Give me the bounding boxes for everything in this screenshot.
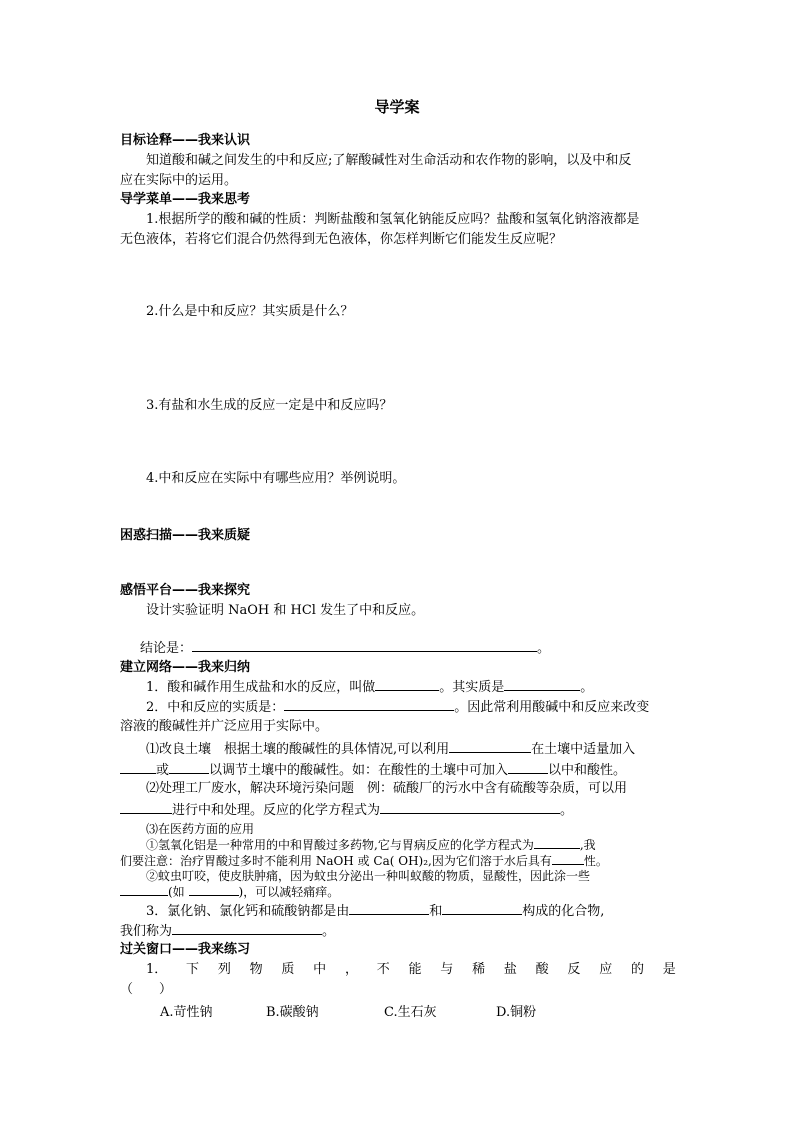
- app-soil-text: ⑴改良土壤 根据土壤的酸碱性的具体情况,可以利用: [146, 742, 450, 757]
- summary-item-2-text: 2．中和反应的实质是：: [146, 700, 285, 715]
- summary-item-3-and: 和: [429, 904, 443, 919]
- practice-question-1: [146, 962, 676, 978]
- summary-item-3-end: 。: [322, 924, 336, 939]
- q1-char: 的: [630, 962, 644, 977]
- blank-waste-agent[interactable]: [120, 802, 172, 814]
- practice-answer-parens[interactable]: （ ）: [120, 982, 173, 997]
- medicine-item-1-line-1: [146, 837, 596, 853]
- conclusion-period: 。: [537, 641, 551, 656]
- blank-waste-equation[interactable]: [380, 802, 560, 814]
- summary-item-1-text: 1．酸和碱作用生成盐和水的反应，叫做: [146, 680, 376, 695]
- medicine-item-1-text: ①氢氧化铝是一种常用的中和胃酸过多药物,它与胃病反应的化学方程式为: [146, 838, 534, 852]
- app-soil-or: 或: [156, 763, 170, 778]
- q1-char: 与: [440, 962, 454, 977]
- question-4: 4.中和反应在实际中有哪些应用？举例说明。: [146, 471, 406, 486]
- q1-char: 是: [662, 962, 676, 977]
- app-soil-text-b: 在土壤中适量加入: [531, 742, 636, 757]
- section-heading-practice: 过关窗口——我来练习: [120, 942, 251, 957]
- summary-item-1: [146, 679, 593, 696]
- summary-item-1-text-b: 。其实质是: [439, 680, 505, 695]
- medicine-item-2-line-1: ②蚊虫叮咬，使皮肤肿痛，因为蚊虫分泌出一种叫蚁酸的物质，显酸性，因此涂一些: [146, 869, 591, 883]
- blank-reaction-essence[interactable]: [284, 699, 454, 711]
- explore-task: 设计实验证明 NaOH 和 HCl 发生了中和反应。: [146, 603, 425, 618]
- medicine-item-2-line-2: [120, 884, 339, 900]
- medicine-item-1-text-b: ,我: [579, 838, 596, 852]
- blank-medicine-example[interactable]: [189, 884, 239, 896]
- q1-char: 稀: [472, 962, 486, 977]
- section-heading-doubts: 困惑扫描——我来质疑: [120, 528, 251, 543]
- section-heading-explore: 感悟平台——我来探究: [120, 583, 251, 598]
- app-waste-text: 进行中和处理。反应的化学方程式为: [172, 803, 381, 818]
- medicine-item-2-end: )，可以减轻痛痒。: [238, 885, 340, 899]
- section-heading-think: 导学菜单——我来思考: [120, 192, 251, 207]
- q1-char: 反: [567, 962, 581, 977]
- app-waste-line-1: ⑵处理工厂废水，解决环境污染问题 例：硫酸厂的污水中含有硫酸等杂质，可以用: [146, 781, 628, 796]
- q1-char: 盐: [503, 962, 517, 977]
- medicine-item-2-text: (如: [168, 885, 185, 899]
- blank-soil-agent[interactable]: [449, 741, 531, 753]
- conclusion-blank[interactable]: [192, 640, 537, 652]
- q1-char: 不: [376, 962, 390, 977]
- q1-char: 物: [249, 962, 263, 977]
- option-d[interactable]: D.铜粉: [496, 1005, 537, 1020]
- summary-item-1-end: 。: [580, 680, 594, 695]
- goals-text-line-1: 知道酸和碱之间发生的中和反应;了解酸碱性对生命活动和农作物的影响，以及中和反: [146, 153, 632, 168]
- blank-neutralization-name[interactable]: [375, 679, 439, 691]
- option-a[interactable]: A.苛性钠: [160, 1005, 213, 1020]
- q1-char: 酸: [535, 962, 549, 977]
- blank-compound-name[interactable]: [172, 923, 322, 935]
- app-waste-line-2: [120, 802, 573, 819]
- page-title: 导学案: [374, 98, 420, 116]
- summary-item-2-text-b: 。因此常利用酸碱中和反应来改变: [454, 700, 650, 715]
- q1-char: 下: [186, 962, 200, 977]
- section-heading-summary: 建立网络——我来归纳: [120, 660, 251, 675]
- app-waste-end: 。: [560, 803, 574, 818]
- app-soil-line-1: [146, 741, 635, 758]
- q1-char: 1．: [146, 962, 168, 977]
- blank-ion-1[interactable]: [349, 903, 429, 915]
- medicine-item-1-end: 性。: [583, 854, 608, 868]
- summary-item-2: [146, 699, 649, 716]
- q1-char: 能: [408, 962, 422, 977]
- summary-item-3-text-b: 构成的化合物,: [522, 904, 605, 919]
- medicine-item-1-line-2: [120, 853, 608, 869]
- goals-text-line-2: 应在实际中的运用。: [120, 173, 238, 188]
- blank-soil-3[interactable]: [508, 762, 548, 774]
- q1-char: 质: [281, 962, 295, 977]
- blank-medicine-remedy[interactable]: [120, 884, 168, 896]
- blank-medicine-property[interactable]: [552, 853, 584, 865]
- medicine-item-1-text-c: 们要注意：治疗胃酸过多时不能利用 NaOH 或 Ca( OH)₂,因为它们溶于水后具有: [120, 854, 552, 868]
- question-1-line-1: 1.根据所学的酸和碱的性质：判断盐酸和氢氧化钠能反应吗？盐酸和氢氧化钠溶液都是: [146, 212, 640, 227]
- q1-char: 应: [599, 962, 613, 977]
- summary-item-3-line-2: [120, 923, 335, 940]
- q1-char: 列: [217, 962, 231, 977]
- summary-item-3-line-1: [146, 903, 604, 920]
- blank-essence[interactable]: [504, 679, 580, 691]
- app-soil-text-c: 以调节土壤中的酸碱性。如：在酸性的土壤中可加入: [209, 763, 509, 778]
- blank-soil-2[interactable]: [169, 762, 209, 774]
- blank-ion-2[interactable]: [442, 903, 522, 915]
- question-3: 3.有盐和水生成的反应一定是中和反应吗？: [146, 398, 393, 413]
- question-2: 2.什么是中和反应？其实质是什么？: [146, 304, 354, 319]
- section-heading-goals: 目标诠释——我来认识: [120, 133, 251, 148]
- summary-item-3-text-c: 我们称为: [120, 924, 173, 939]
- option-b[interactable]: B.碳酸钠: [266, 1005, 319, 1020]
- summary-item-2-cont: 溶液的酸碱性并广泛应用于实际中。: [120, 719, 329, 734]
- conclusion-label: 结论是：: [140, 641, 193, 656]
- blank-soil-1[interactable]: [120, 762, 156, 774]
- app-medicine-heading: ⑶在医药方面的应用: [146, 822, 255, 836]
- app-soil-line-2: [120, 762, 626, 779]
- q1-char: ，: [344, 962, 358, 977]
- conclusion-line: [140, 640, 550, 657]
- question-1-line-2: 无色液体，若将它们混合仍然得到无色液体，你怎样判断它们能发生反应呢？: [120, 232, 563, 247]
- blank-medicine-equation[interactable]: [534, 837, 580, 849]
- option-c[interactable]: C.生石灰: [384, 1005, 437, 1020]
- summary-item-3-text: 3．氯化钠、氯化钙和硫酸钠都是由: [146, 904, 350, 919]
- app-soil-end: 以中和酸性。: [548, 763, 627, 778]
- q1-char: 中: [313, 962, 327, 977]
